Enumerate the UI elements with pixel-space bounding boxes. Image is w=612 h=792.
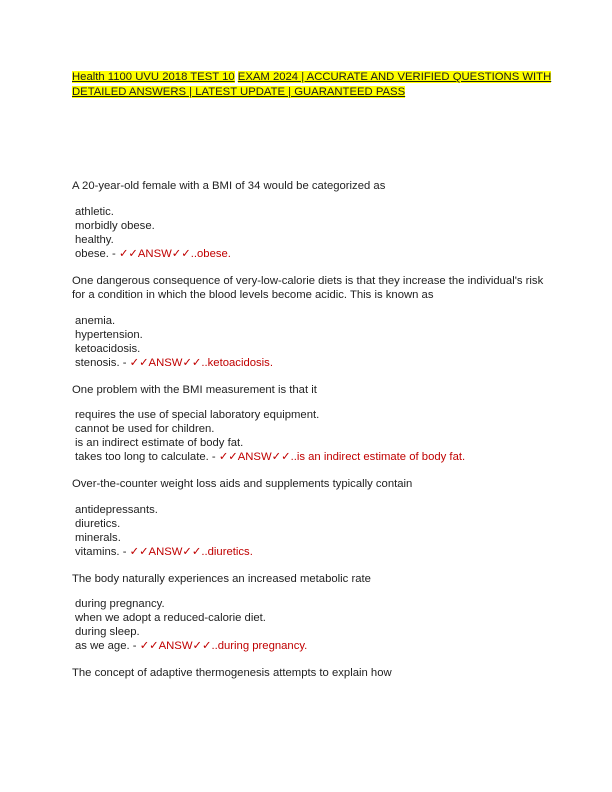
option: is an indirect estimate of body fat. <box>75 437 244 449</box>
answer-text: ✓✓ANSW✓✓..is an indirect estimate of body fat. <box>218 451 466 463</box>
title-link-part2[interactable]: EXAM 2024 | ACCURATE AND VERIFIED QUESTIONS WITH DETAILED ANSWERS | LATEST UPDATE | GUARANTEED PASS <box>72 71 552 98</box>
option: cannot be used for children. <box>75 423 215 435</box>
option: antidepressants. <box>75 503 158 516</box>
question-block <box>72 666 552 681</box>
option-list <box>75 597 552 653</box>
option: requires the use of special laboratory equipment. <box>75 409 320 421</box>
question-block <box>72 179 552 261</box>
option-text: takes too long to calculate. - <box>75 451 219 463</box>
question-text: A 20-year-old female with a BMI of 34 would be categorized as <box>72 180 386 192</box>
question-block <box>72 383 552 465</box>
question-block <box>72 477 552 559</box>
answer-text: ✓✓ANSW✓✓..during pregnancy. <box>139 640 308 652</box>
answer-text: ✓✓ANSW✓✓..obese. <box>118 247 231 260</box>
option-with-answer <box>75 639 552 653</box>
option-text: obese. - <box>75 247 119 260</box>
option-list <box>75 503 552 559</box>
option: during pregnancy. <box>75 598 165 610</box>
option: minerals. <box>75 531 121 544</box>
question-text: The body naturally experiences an increased metabolic rate <box>72 572 371 585</box>
option-with-answer <box>75 450 552 464</box>
question-block <box>72 572 552 654</box>
option-list <box>75 205 552 261</box>
option: ketoacidosis. <box>75 342 141 355</box>
document-title <box>72 70 552 100</box>
option: healthy. <box>75 233 114 246</box>
option-text: as we age. - <box>75 640 140 652</box>
question-text: One dangerous consequence of very-low-calorie diets is that they increase the individual's risk for a condition in which the blood levels become acidic. This is known as <box>72 274 544 301</box>
option-with-answer <box>75 356 552 370</box>
question-text: One problem with the BMI measurement is that it <box>72 383 317 396</box>
question-text: The concept of adaptive thermogenesis attempts to explain how <box>72 667 392 679</box>
title-link-part1[interactable]: Health 1100 UVU 2018 TEST 10 <box>72 71 235 83</box>
option: when we adopt a reduced-calorie diet. <box>75 612 266 624</box>
option: diuretics. <box>75 517 121 530</box>
option-with-answer <box>75 545 552 559</box>
option-with-answer <box>75 247 552 261</box>
option: anemia. <box>75 314 116 327</box>
question-text: Over-the-counter weight loss aids and supplements typically contain <box>72 478 413 490</box>
option: hypertension. <box>75 328 143 341</box>
answer-text: ✓✓ANSW✓✓..diuretics. <box>129 545 253 558</box>
answer-text: ✓✓ANSW✓✓..ketoacidosis. <box>129 356 273 369</box>
question-block <box>72 274 552 370</box>
option-list <box>75 408 552 464</box>
option: morbidly obese. <box>75 219 155 232</box>
question-list <box>72 179 552 692</box>
option-text: stenosis. - <box>75 356 130 369</box>
option-text: vitamins. - <box>75 545 130 558</box>
option-list <box>75 314 552 370</box>
option: during sleep. <box>75 626 140 638</box>
option: athletic. <box>75 205 114 218</box>
